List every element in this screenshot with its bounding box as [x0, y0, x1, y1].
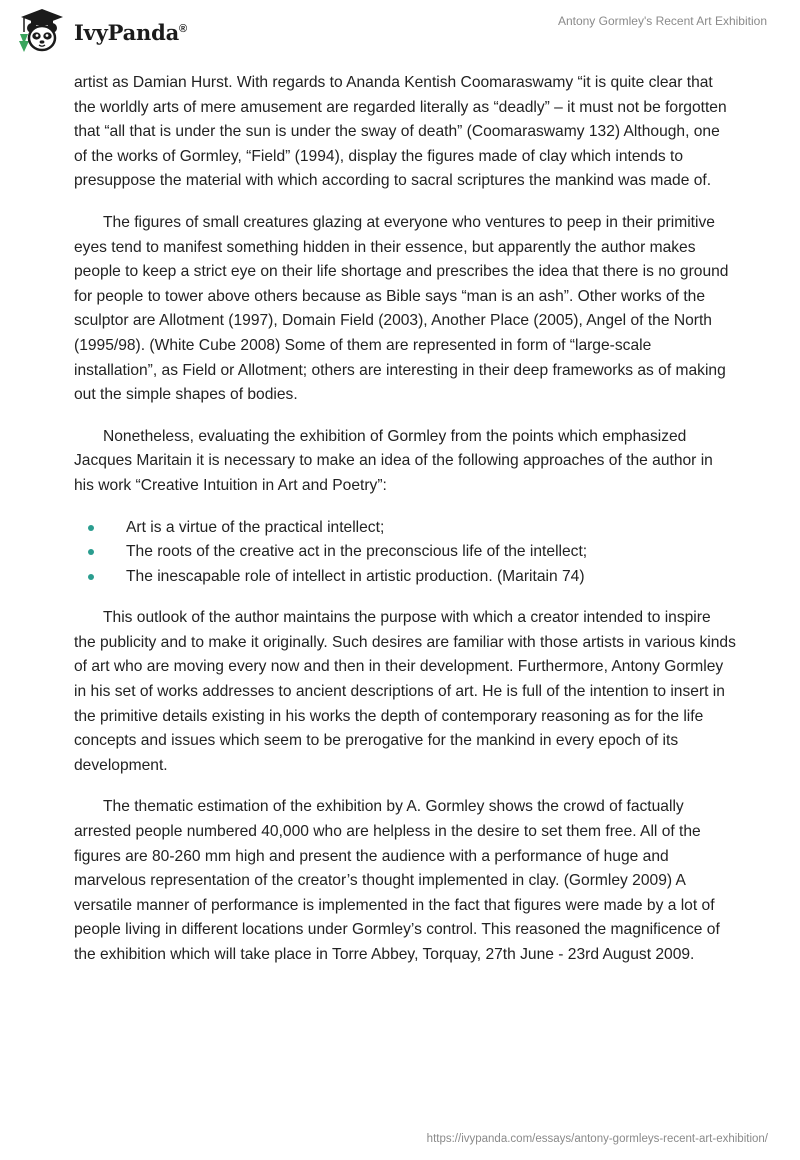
list-item — [74, 565, 736, 590]
paragraph: The figures of small creatures glazing at everyone who ventures to peep in their primitive eyes tend to manifest something hidden in their essence, but apparently the author makes people to keep a strict eye on their life shortage and prescribes the idea that there is no ground for people to tower above others because as Bible says “man is an ash”. Other works of the sculptor are Allotment (1997), Domain Field (2003), Another Place (2005), Angel of the North (1995/98). (White Cube 2008) Some of them are represented in form of “large-scale installation”, as Field or Allotment; others are interesting in their deep frameworks as of making out the simple shapes of bodies. — [74, 213, 729, 404]
bullet-icon — [88, 549, 94, 555]
list-item — [74, 516, 736, 541]
page-header — [0, 0, 800, 60]
bullet-icon — [88, 574, 94, 580]
bullet-icon — [88, 525, 94, 531]
panda-graduate-icon — [16, 8, 68, 54]
paragraph: This outlook of the author maintains the purpose with which a creator intended to inspire the publicity and to make it originally. Such desires are familiar with those artists in various kinds of art who are moving every now and then in their development. Furthermore, Antony Gormley in his set of works addresses to ancient descriptions of art. He is full of the intention to insert in the primitive details existing in his works the depth of contemporary reasoning as for the life concepts and issues which seem to be prerogative for the mankind in every epoch of its development. — [74, 609, 736, 774]
document-title: Antony Gormley's Recent Art Exhibition — [557, 14, 767, 28]
paragraph: Nonetheless, evaluating the exhibition of Gormley from the points which emphasized Jacques Maritain it is necessary to make an idea of the following approaches of the author in his work “Creative Intuition in Art and Poetry”: — [74, 427, 713, 494]
essay-body — [74, 71, 736, 985]
brand-name: IvyPanda® — [74, 19, 187, 45]
bullet-list — [74, 516, 736, 590]
list-item-text: The inescapable role of intellect in artistic production. (Maritain 74) — [126, 567, 585, 585]
ivypanda-logo[interactable] — [16, 8, 187, 54]
list-item-text: Art is a virtue of the practical intellect; — [126, 518, 385, 536]
list-item — [74, 540, 736, 565]
source-url[interactable]: https://ivypanda.com/essays/antony-gormleys-recent-art-exhibition/ — [426, 1133, 768, 1145]
paragraph: artist as Damian Hurst. With regards to Ananda Kentish Coomaraswamy “it is quite clear that the worldly arts of mere amusement are regarded literally as “deadly” – it must not be forgotten that “all that is under the sun is under the sway of death” (Coomaraswamy 132) Although, one of the works of Gormley, “Field” (1994), display the figures made of clay which intends to presuppose the material with which according to sacral scriptures the mankind was made of. — [74, 74, 727, 190]
paragraph: The thematic estimation of the exhibition by A. Gormley shows the crowd of factually arrested people numbered 40,000 who are helpless in the desire to set them free. All of the figures are 80-260 mm high and present the audience with a performance of huge and marvelous representation of the creator’s thought implemented in clay. (Gormley 2009) A versatile manner of performance is implemented in the fact that figures were made by a lot of people living in different locations under Gormley’s control. This reasoned the magnificence of the exhibition which will take place in Torre Abbey, Torquay, 27th June - 23rd August 2009. — [74, 798, 720, 963]
list-item-text: The roots of the creative act in the preconscious life of the intellect; — [126, 543, 588, 561]
